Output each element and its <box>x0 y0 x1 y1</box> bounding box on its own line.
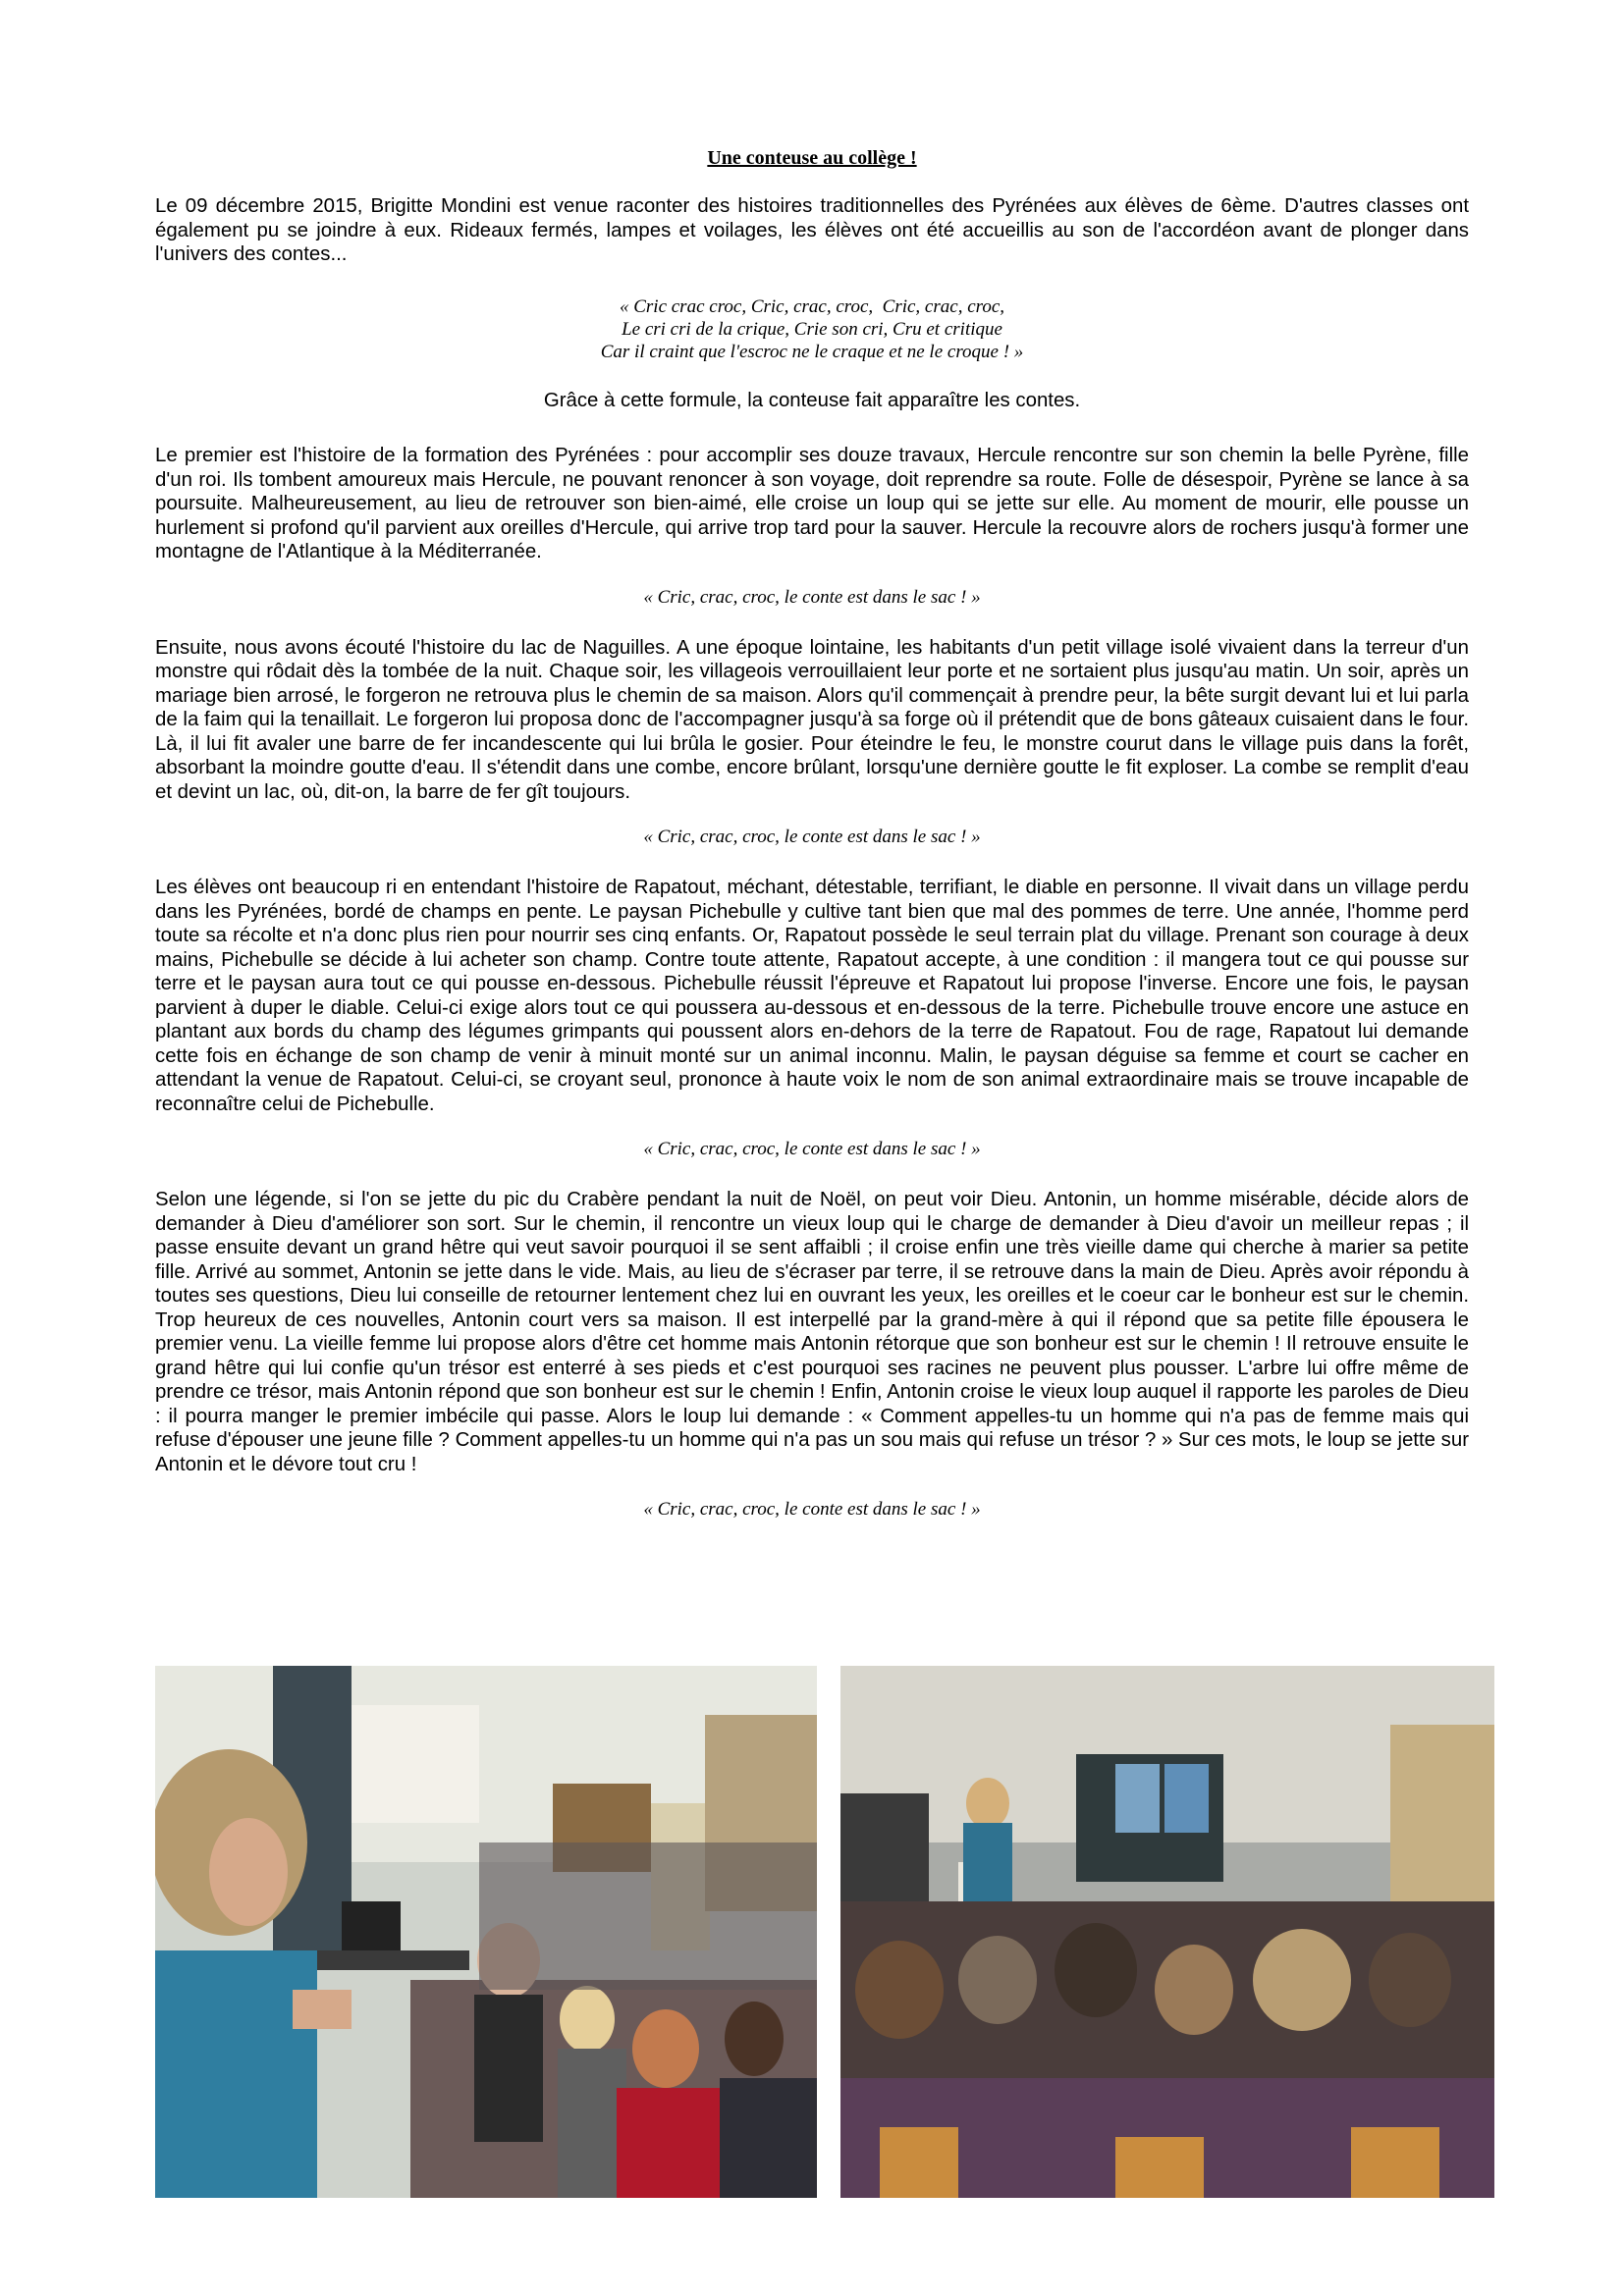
story-naguilles: Ensuite, nous avons écouté l'histoire du lac de Naguilles. A une époque lointaine, les habitants d'un petit village isolé vivaient dans la terreur d'un monstre qui rôdait dès la tombée de la nuit. Chaque soir, les villageois verrouillaient leur porte et ne sortaient plus jusqu'au matin. Un soir, après un mariage bien arrosé, le forgeron ne retrouva plus le chemin de sa maison. Alors qu'il commençait à prendre peur, la bête surgit devant lui et lui parla de la faim qui la tenaillait. Le forgeron lui proposa donc de l'accompagner jusqu'à sa forge où il prétendit que de bons gâteaux cuisaient dans le four. Là, il lui fit avaler une barre de fer incandescente qui lui brûla le gosier. Pour éteindre le feu, le monstre courut dans le village puis dans la forêt, absorbant la moindre goutte d'eau. Il s'étendit dans une combe, encore brûlant, lorsqu'une dernière goutte le fit exploser. La combe se remplit d'eau et devint un lac, où, dit-on, la barre de fer gît toujours. <box>155 636 1469 803</box>
refrain: « Cric, crac, croc, le conte est dans le sac ! » <box>643 1139 981 1159</box>
poem-line: Car il craint que l'escroc ne le craque et ne le croque ! » <box>600 341 1024 362</box>
poem-line: Le cri cri de la crique, Crie son cri, Cru et critique <box>622 318 1002 340</box>
photo-row <box>155 1666 1494 2198</box>
refrain: « Cric, crac, croc, le conte est dans le sac ! » <box>643 1499 981 1520</box>
story-pyrenees: Le premier est l'histoire de la formation des Pyrénées : pour accomplir ses douze travaux, Hercule rencontre sur son chemin la belle Pyrène, fille d'un roi. Ils tombent amoureux mais Hercule, ne pouvant renoncer à son voyage, doit reprendre sa route. Folle de désespoir, Pyrène se lance à sa poursuite. Malheureusement, au lieu de retrouver son bien-aimé, elle croise un loup qui se jette sur elle. Au moment de mourir, elle pousse un hurlement si profond qu'il parvient aux oreilles d'Hercule, qui arrive trop tard pour la sauver. Hercule la recouvre alors de rochers jusqu'à former une montagne de l'Atlantique à la Méditerranée. <box>155 445 1469 562</box>
formula-caption: Grâce à cette formule, la conteuse fait apparaître les contes. <box>543 389 1081 411</box>
article-title: Une conteuse au collège ! <box>707 147 917 169</box>
story-rapatout: Les élèves ont beaucoup ri en entendant l'histoire de Rapatout, méchant, détestable, terrifiant, le diable en personne. Il vivait dans un village perdu dans les Pyrénées, bordé de champs en pente. Le paysan Pichebulle y cultive tant bien que mal des pommes de terre. Une année, l'homme perd toute sa récolte et n'a donc plus rien pour nourrir ses cinq enfants. Or, Rapatout possède le seul terrain plat du village. Prenant son courage à deux mains, Pichebulle se décide à lui acheter son champ. Contre toute attente, Rapatout accepte, à une condition : il mangera tout ce qui pousse sur terre et le paysan aura tout ce qui pousse en-dessous. Pichebulle réussit l'épreuve et Rapatout lui propose l'inverse. Encore une fois, le paysan parvient à duper le diable. Celui-ci exige alors tout ce qui poussera au-dessous et en-dessous de la terre. Pichebulle trouve encore une astuce en plantant aux bords du champ des légumes grimpants qui poussent alors en-dehors de la terre de Rapatout. Fou de rage, Rapatout lui demande cette fois en échange de son champ de venir à minuit monté sur un animal inconnu. Malin, le paysan déguise sa femme et court se cacher en attendant la venue de Rapatout. Celui-ci, se croyant seul, prononce à haute voix le nom de son animal extraordinaire mais se trouve incapable de reconnaître celui de Pichebulle. <box>155 877 1469 1115</box>
intro-paragraph: Le 09 décembre 2015, Brigitte Mondini est venue raconter des histoires traditionnelles des Pyrénées aux élèves de 6ème. D'autres classes ont également pu se joindre à eux. Rideaux fermés, lampes et voilages, les élèves ont été accueillis au son de l'accordéon avant de plonger dans l'univers des contes... <box>155 195 1469 265</box>
refrain: « Cric, crac, croc, le conte est dans le sac ! » <box>643 586 981 608</box>
opening-formula <box>155 295 1469 363</box>
photo-classroom-wide <box>840 1666 1494 2198</box>
story-antonin: Selon une légende, si l'on se jette du pic du Crabère pendant la nuit de Noël, on peut voir Dieu. Antonin, un homme misérable, décide alors de demander à Dieu d'améliorer son sort. Sur le chemin, il rencontre un vieux loup qui le charge de demander à Dieu d'avoir un meilleur repas ; il passe ensuite devant un grand hêtre qui veut savoir pourquoi il se sent affaibli ; il croise enfin une très vieille dame qui cherche à marier sa petite fille. Arrivé au sommet, Antonin se jette dans le vide. Mais, au lieu de s'écraser par terre, il se retrouve dans la main de Dieu. Après avoir répondu à toutes ses questions, Dieu lui conseille de retourner lentement chez lui en ouvrant les yeux, les oreilles et le coeur car le bonheur est sur le chemin. Trop heureux de ces nouvelles, Antonin court vers sa maison. Il est interpellé par la grand-mère à qui il répond que sa petite fille épousera le premier venu. La vieille femme lui propose alors d'être cet homme mais Antonin rétorque que son bonheur est sur le chemin ! Il retrouve ensuite le grand hêtre qui lui confie qu'un trésor est enterré à ses pieds et c'est pourquoi ses racines ne peuvent plus pousser. L'arbre lui offre même de prendre ce trésor, mais Antonin répond que son bonheur est sur le chemin ! Enfin, Antonin croise le vieux loup auquel il rapporte les paroles de Dieu : il pourra manger le premier imbécile qui passe. Alors le loup lui demande : « Comment appelles-tu un homme qui n'a pas de femme mais qui refuse d'épouser une jeune fille ? Comment appelles-tu un homme qui n'a pas un sou mais qui refuse un trésor ? » Sur ces mots, le loup se jette sur Antonin et le dévore tout cru ! <box>155 1189 1469 1475</box>
poem-line: « Cric crac croc, Cric, crac, croc, Cric, crac, croc, <box>619 295 1005 317</box>
article <box>155 147 1469 1548</box>
photo-storyteller-closeup <box>155 1666 817 2198</box>
refrain: « Cric, crac, croc, le conte est dans le sac ! » <box>643 827 981 847</box>
